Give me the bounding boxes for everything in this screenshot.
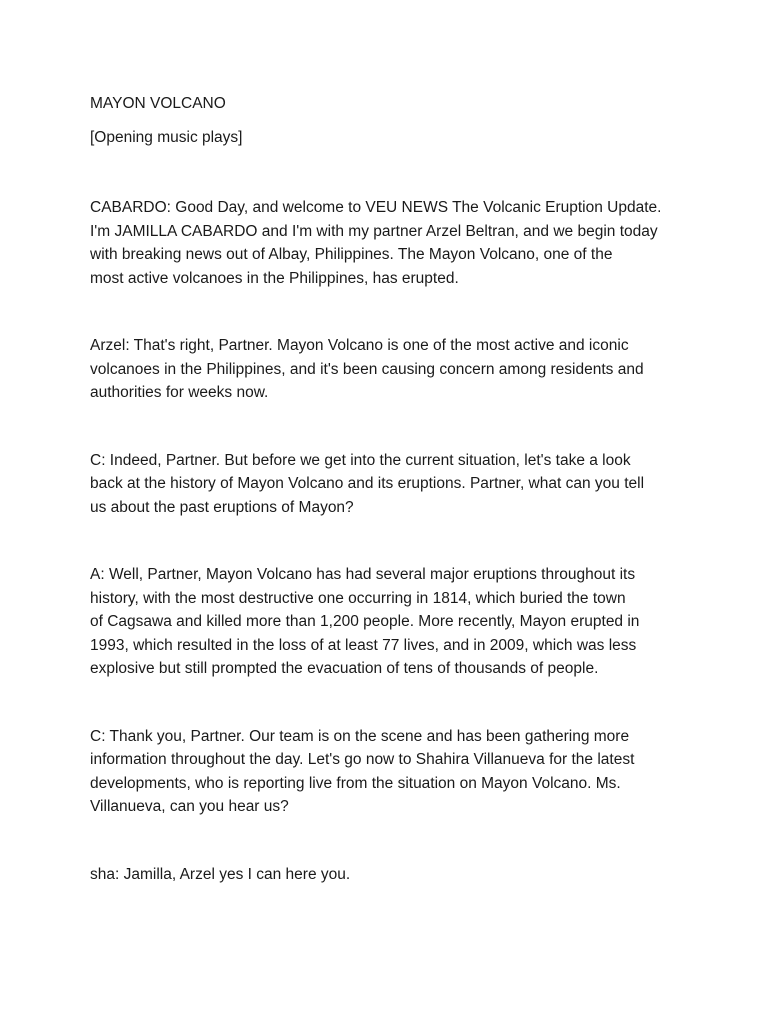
paragraph-line: history, with the most destructive one occurring in 1814, which buried the town [90, 589, 626, 607]
paragraph-line: A: Well, Partner, Mayon Volcano has had several major eruptions throughout its [90, 566, 636, 583]
paragraph-line: Arzel: That's right, Partner. Mayon Volcano is one of the most active and iconic [90, 337, 629, 354]
paragraph-sha-reply [90, 863, 690, 887]
paragraph-a-history-answer [90, 563, 690, 681]
paragraph-line: authorities for weeks now. [90, 384, 269, 401]
paragraph-c-handoff [90, 725, 690, 819]
paragraph-line: CABARDO: Good Day, and welcome to VEU NEWS The Volcanic Eruption Update. [90, 199, 662, 216]
paragraph-line: explosive but still prompted the evacuation of tens of thousands of people. [90, 660, 599, 677]
paragraph-line: with breaking news out of Albay, Philippines. The Mayon Volcano, one of the [90, 246, 613, 263]
stage-direction: [Opening music plays] [90, 128, 243, 146]
paragraph-line: sha: Jamilla, Arzel yes I can here you. [90, 865, 351, 883]
paragraph-line: developments, who is reporting live from the situation on Mayon Volcano. Ms. [90, 774, 621, 792]
paragraph-line: information throughout the day. Let's go now to Shahira Villanueva for the latest [90, 751, 635, 768]
paragraph-line: most active volcanoes in the Philippines, has erupted. [90, 269, 459, 287]
paragraph-line: 1993, which resulted in the loss of at least 77 lives, and in 2009, which was less [90, 636, 637, 654]
paragraph-cabardo-intro [90, 196, 690, 290]
paragraph-line: C: Indeed, Partner. But before we get into the current situation, let's take a look [90, 451, 631, 469]
document-page [90, 92, 690, 930]
paragraph-line: us about the past eruptions of Mayon? [90, 498, 354, 516]
paragraph-line: I'm JAMILLA CABARDO and I'm with my partner Arzel Beltran, and we begin today [90, 222, 658, 240]
paragraph-line: Villanueva, can you hear us? [90, 798, 289, 815]
paragraph-line: C: Thank you, Partner. Our team is on the scene and has been gathering more [90, 727, 630, 745]
paragraph-c-history-question [90, 449, 690, 520]
paragraph-line: volcanoes in the Philippines, and it's been causing concern among residents and [90, 360, 644, 378]
paragraph-line: back at the history of Mayon Volcano and its eruptions. Partner, what can you tell [90, 475, 645, 492]
document-title: MAYON VOLCANO [90, 95, 226, 112]
paragraph-line: of Cagsawa and killed more than 1,200 people. More recently, Mayon erupted in [90, 613, 640, 630]
paragraph-arzel-reply [90, 334, 690, 405]
